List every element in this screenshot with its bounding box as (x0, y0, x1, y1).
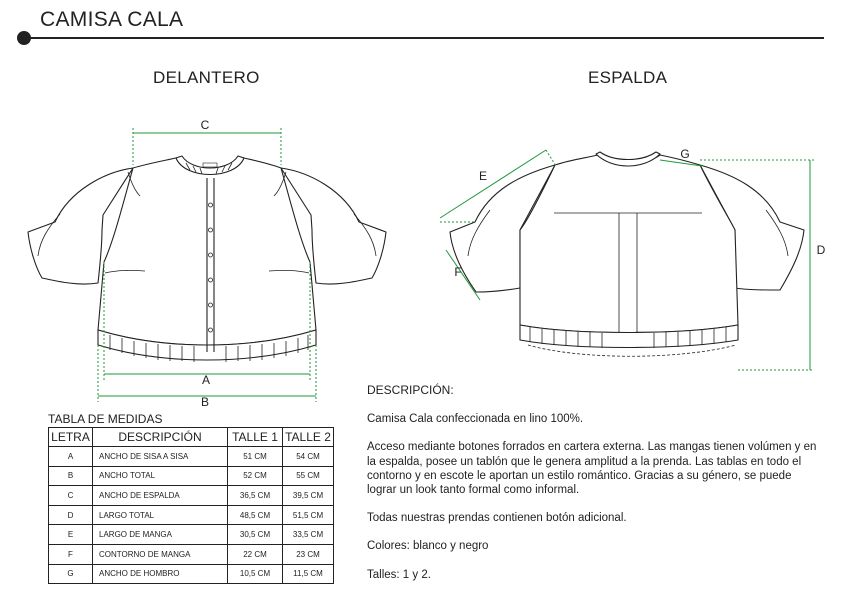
header-descripcion: DESCRIPCIÓN (93, 428, 228, 447)
cell-talle1: 51 CM (228, 447, 283, 467)
table-title: TABLA DE MEDIDAS (48, 412, 163, 426)
cell-letra: G (49, 564, 93, 584)
cell-talle1: 48,5 CM (228, 505, 283, 525)
description-extra-button: Todas nuestras prendas contienen botón adicional. (367, 512, 627, 525)
page-title: CAMISA CALA (40, 8, 184, 31)
dim-label-e: E (478, 169, 488, 183)
cell-talle1: 22 CM (228, 544, 283, 564)
table-row (49, 447, 334, 467)
dim-label-c: C (200, 118, 210, 132)
cell-letra: E (49, 525, 93, 545)
dim-label-g: G (680, 147, 690, 161)
cell-talle2: 54 CM (283, 447, 334, 467)
cell-descripcion: CONTORNO DE MANGA (93, 544, 228, 564)
header-letra: LETRA (49, 428, 93, 447)
cell-talle2: 33,5 CM (283, 525, 334, 545)
front-shirt-drawing (28, 156, 386, 360)
dim-label-d: D (816, 243, 826, 257)
table-row (49, 564, 334, 584)
table-row (49, 505, 334, 525)
description-heading: DESCRIPCIÓN: (367, 383, 454, 397)
cell-talle1: 10,5 CM (228, 564, 283, 584)
header-talle2: TALLE 2 (283, 428, 334, 447)
back-view-label: ESPALDA (588, 68, 668, 87)
table-row (49, 525, 334, 545)
description-colors: Colores: blanco y negro (367, 540, 489, 553)
cell-letra: F (49, 544, 93, 564)
cell-talle2: 23 CM (283, 544, 334, 564)
dim-label-a: A (201, 373, 211, 387)
cell-talle2: 39,5 CM (283, 486, 334, 506)
description-sizes: Talles: 1 y 2. (367, 568, 431, 581)
cell-talle1: 30,5 CM (228, 525, 283, 545)
cell-letra: B (49, 466, 93, 486)
cell-letra: D (49, 505, 93, 525)
back-shirt-drawing (450, 152, 804, 348)
cell-talle2: 55 CM (283, 466, 334, 486)
cell-letra: C (49, 486, 93, 506)
cell-letra: A (49, 447, 93, 467)
cell-talle1: 36,5 CM (228, 486, 283, 506)
table-row (49, 544, 334, 564)
description-material: Camisa Cala confeccionada en lino 100%. (367, 413, 584, 426)
cell-talle2: 11,5 CM (283, 564, 334, 584)
cell-descripcion: ANCHO DE HOMBRO (93, 564, 228, 584)
table-header-row (49, 428, 334, 447)
description-block (367, 383, 817, 596)
cell-descripcion: ANCHO DE ESPALDA (93, 486, 228, 506)
description-details: Acceso mediante botones forrados en cartera externa. Las mangas tienen volúmen y en la espalda, posee un tablón que le genera amplitud a la prenda. Las tablas en todo el contorno y en escote le aportan un estilo romántico. Gracias a su género, se puede lograr un look tanto formal como informal. (367, 441, 817, 497)
front-label-tag (203, 163, 217, 167)
back-body (520, 155, 738, 333)
front-view-label: DELANTERO (153, 68, 260, 87)
cell-descripcion: LARGO DE MANGA (93, 525, 228, 545)
table-row (49, 466, 334, 486)
cell-descripcion: ANCHO TOTAL (93, 466, 228, 486)
cell-talle1: 52 CM (228, 466, 283, 486)
dim-label-f: F (454, 265, 462, 279)
table-row (49, 486, 334, 506)
dim-label-b: B (200, 395, 210, 409)
cell-talle2: 51,5 CM (283, 505, 334, 525)
cell-descripcion: LARGO TOTAL (93, 505, 228, 525)
cell-descripcion: ANCHO DE SISA A SISA (93, 447, 228, 467)
measurements-table (48, 427, 334, 584)
header-talle1: TALLE 1 (228, 428, 283, 447)
